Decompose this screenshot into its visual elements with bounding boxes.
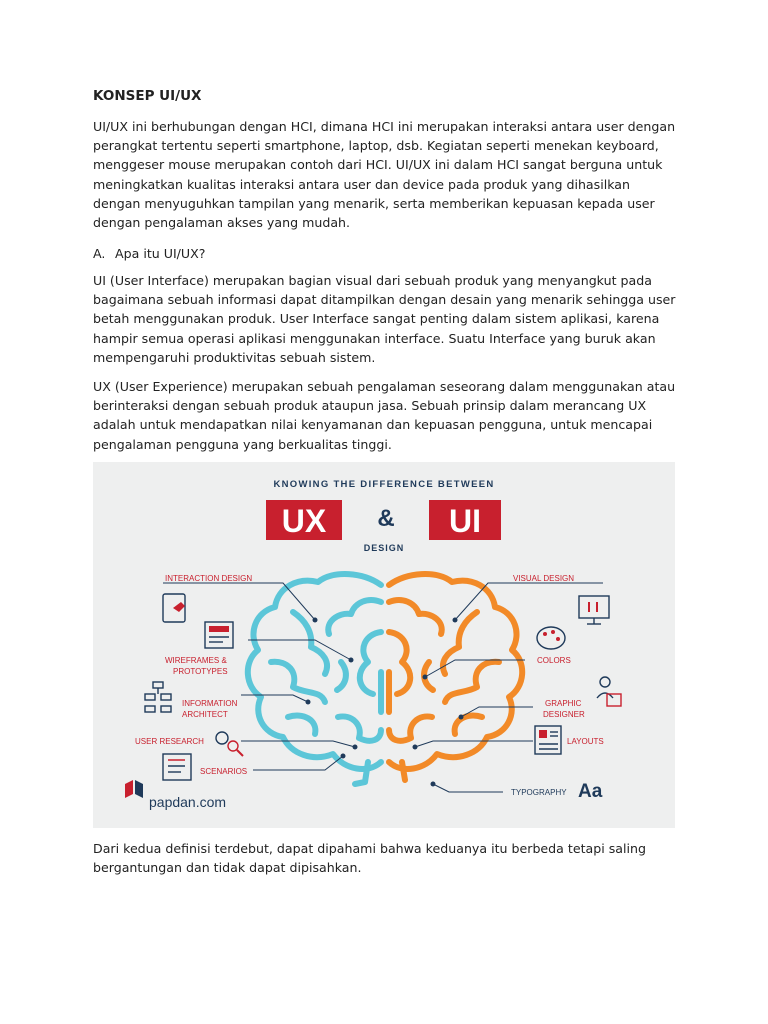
ux-label: UX bbox=[281, 503, 327, 539]
ux-ui-infographic bbox=[93, 462, 675, 828]
label-wireframes-line2: PROTOTYPES bbox=[173, 667, 228, 676]
papdan-logo-icon bbox=[125, 780, 143, 798]
label-graphic-line1: GRAPHIC bbox=[545, 699, 582, 708]
design-label: DESIGN bbox=[363, 543, 405, 553]
label-colors: COLORS bbox=[537, 656, 571, 665]
wireframe-icon bbox=[205, 622, 233, 648]
right-brain-illustration bbox=[389, 574, 522, 780]
scenarios-document-icon bbox=[163, 754, 191, 780]
conclusion-paragraph: Dari kedua definisi terdebut, dapat dipahami bahwa keduanya itu berbeda tetapi saling bergantungan dan tidak dapat dipisahkan. bbox=[93, 841, 646, 876]
label-wireframes-line1: WIREFRAMES & bbox=[165, 656, 227, 665]
left-brain-illustration bbox=[248, 574, 381, 784]
label-typography: TYPOGRAPHY bbox=[511, 788, 567, 797]
papdan-logo-text: papdan.com bbox=[149, 794, 227, 810]
label-scenarios: SCENARIOS bbox=[200, 767, 248, 776]
infographic-heading: KNOWING THE DIFFERENCE BETWEEN bbox=[273, 479, 495, 490]
label-visual-design: VISUAL DESIGN bbox=[513, 574, 575, 583]
label-information-line2: ARCHITECT bbox=[182, 710, 228, 719]
label-user-research: USER RESEARCH bbox=[135, 737, 204, 746]
section-a-number: A. bbox=[93, 246, 106, 261]
ui-label: UI bbox=[449, 503, 481, 539]
tablet-touch-icon bbox=[163, 594, 185, 622]
connector-dots bbox=[306, 618, 464, 787]
ui-definition-paragraph: UI (User Interface) merupakan bagian visual dari sebuah produk yang menyangkut pada bagaimana sebuah informasi dapat ditampilkan dengan desain yang menarik sehingga user betah menggunakan produk. User Interface sangat penting dalam sistem aplikasi, karena hampir semua operasi aplikasi menggunakan interface. Suatu Interface yang buruk akan mempengaruhi produktivitas sebuah sistem. bbox=[93, 273, 676, 365]
label-information-line1: INFORMATION bbox=[182, 699, 238, 708]
palette-icon bbox=[537, 627, 565, 649]
user-research-magnifier-icon bbox=[216, 732, 243, 756]
monitor-icon bbox=[579, 596, 609, 624]
label-layouts: LAYOUTS bbox=[567, 737, 604, 746]
intro-paragraph: UI/UX ini berhubungan dengan HCI, dimana HCI ini merupakan interaksi antara user dengan perangkat tertentu seperti smartphone, laptop, dsb. Kegiatan seperti menekan keyboard, menggeser mouse merupakan contoh dari HCI. UI/UX ini dalam HCI sangat berguna untuk meningkatkan kualitas interaksi antara user dan device pada produk yang dihasilkan dengan menyuguhkan tampilan yang menarik, serta memberikan kepuasan kepada user dengan pengalaman akses yang mudah. bbox=[93, 119, 676, 231]
ampersand: & bbox=[377, 505, 395, 532]
section-a-text: Apa itu UI/UX? bbox=[115, 246, 206, 261]
ux-definition-paragraph: UX (User Experience) merupakan sebuah pengalaman seseorang dalam menggunakan atau berinteraksi dengan sebuah produk ataupun jasa. Sebuah prinsip dalam merancang UX adalah untuk mendapatkan nilai kenyamanan dan kepuasan pengguna, untuk mencapai pengalaman pengguna yang berkualitas tinggi. bbox=[93, 379, 676, 452]
typography-aa-icon: Aa bbox=[578, 781, 603, 802]
layouts-icon bbox=[535, 726, 561, 754]
label-graphic-line2: DESIGNER bbox=[543, 710, 585, 719]
graphic-designer-icon bbox=[597, 677, 621, 706]
document-title: KONSEP UI/UX bbox=[93, 88, 202, 104]
label-interaction-design: INTERACTION DESIGN bbox=[165, 574, 253, 583]
sitemap-icon bbox=[145, 682, 171, 712]
section-a-heading bbox=[93, 244, 681, 263]
